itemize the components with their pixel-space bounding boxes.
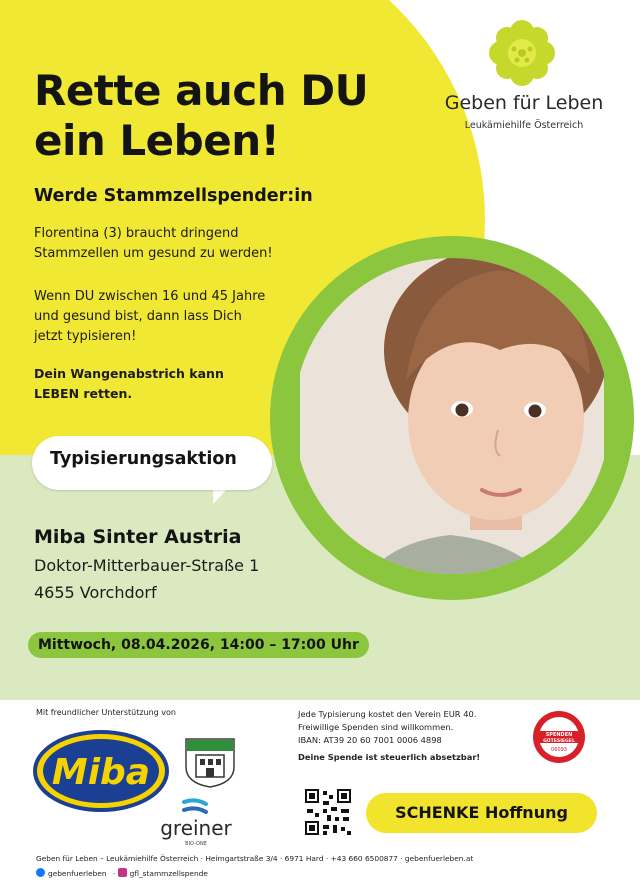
paragraph-patient <box>34 224 334 264</box>
greiner-logo-text: greiner <box>160 816 232 840</box>
paragraph-line: Dein Wangenabstrich kann <box>34 366 224 381</box>
headline-line-2: ein Leben! <box>34 116 280 165</box>
instagram-handle: gfl_stammzellspende <box>129 869 208 878</box>
paragraph-line: Wenn DU zwischen 16 und 45 Jahre <box>34 289 266 304</box>
footer-separator: · <box>112 869 116 878</box>
miba-logo-text: Miba <box>51 752 151 793</box>
paragraph-line: Stammzellen um gesund zu werden! <box>34 246 273 261</box>
greiner-logo-subtext: BIO-ONE <box>185 841 207 847</box>
headline <box>34 66 394 166</box>
paragraph-line: jetzt typisieren! <box>34 329 137 344</box>
event-label: Typisierungsaktion <box>50 449 237 469</box>
donation-info-line: Freiwillige Spenden sind willkommen. <box>298 722 454 732</box>
event-datetime: Mittwoch, 08.04.2026, 14:00 – 17:00 Uhr <box>28 632 369 658</box>
footer-contact: Geben für Leben – Leukämiehilfe Österreich · Heimgartstraße 3/4 · 6971 Hard · +43 660 6500877 · gebenfuerleben.at <box>36 854 474 863</box>
schenke-hoffnung-badge: SCHENKE Hoffnung <box>366 793 597 833</box>
paragraph-swab <box>34 364 334 404</box>
paragraph-line: und gesund bist, dann lass Dich <box>34 309 242 324</box>
venue-name: Miba Sinter Austria <box>34 526 242 548</box>
paragraph-line: LEBEN retten. <box>34 386 133 401</box>
headline-line-1: Rette auch DU <box>34 66 369 115</box>
donation-info-line: IBAN: AT39 20 60 7001 0006 4898 <box>298 735 442 745</box>
subheadline: Werde Stammzellspender:in <box>34 186 313 206</box>
seal-text-top: SPENDEN <box>545 732 573 738</box>
tax-deductible-note: Deine Spende ist steuerlich absetzbar! <box>298 752 481 762</box>
donation-seal-icon <box>531 709 587 765</box>
paragraph-eligibility <box>34 287 334 347</box>
municipal-crest-icon <box>184 737 236 789</box>
organization-subtitle: Leukämiehilfe Österreich <box>464 120 584 131</box>
footer-social <box>36 868 212 878</box>
facebook-link[interactable] <box>36 868 107 878</box>
donation-info-line: Jede Typisierung kostet den Verein EUR 40. <box>298 709 477 719</box>
paragraph-line: Florentina (3) braucht dringend <box>34 226 239 241</box>
donation-info <box>298 708 538 764</box>
facebook-icon <box>36 868 45 877</box>
venue-street: Doktor-Mitterbauer-Straße 1 <box>34 556 260 575</box>
greiner-logo <box>146 798 246 848</box>
qr-code-icon[interactable] <box>303 787 353 837</box>
instagram-link[interactable] <box>118 868 208 878</box>
seal-text-middle: GÜTESIEGEL <box>543 739 575 744</box>
support-label: Mit freundlicher Unterstützung von <box>36 708 176 717</box>
instagram-icon <box>118 868 127 877</box>
organization-name: Geben für Leben <box>444 92 604 114</box>
child-photo <box>300 200 604 632</box>
flower-logo-icon <box>487 18 557 88</box>
facebook-handle: gebenfuerleben <box>48 869 107 878</box>
venue-city: 4655 Vorchdorf <box>34 583 157 602</box>
seal-number: 06093 <box>551 747 567 753</box>
